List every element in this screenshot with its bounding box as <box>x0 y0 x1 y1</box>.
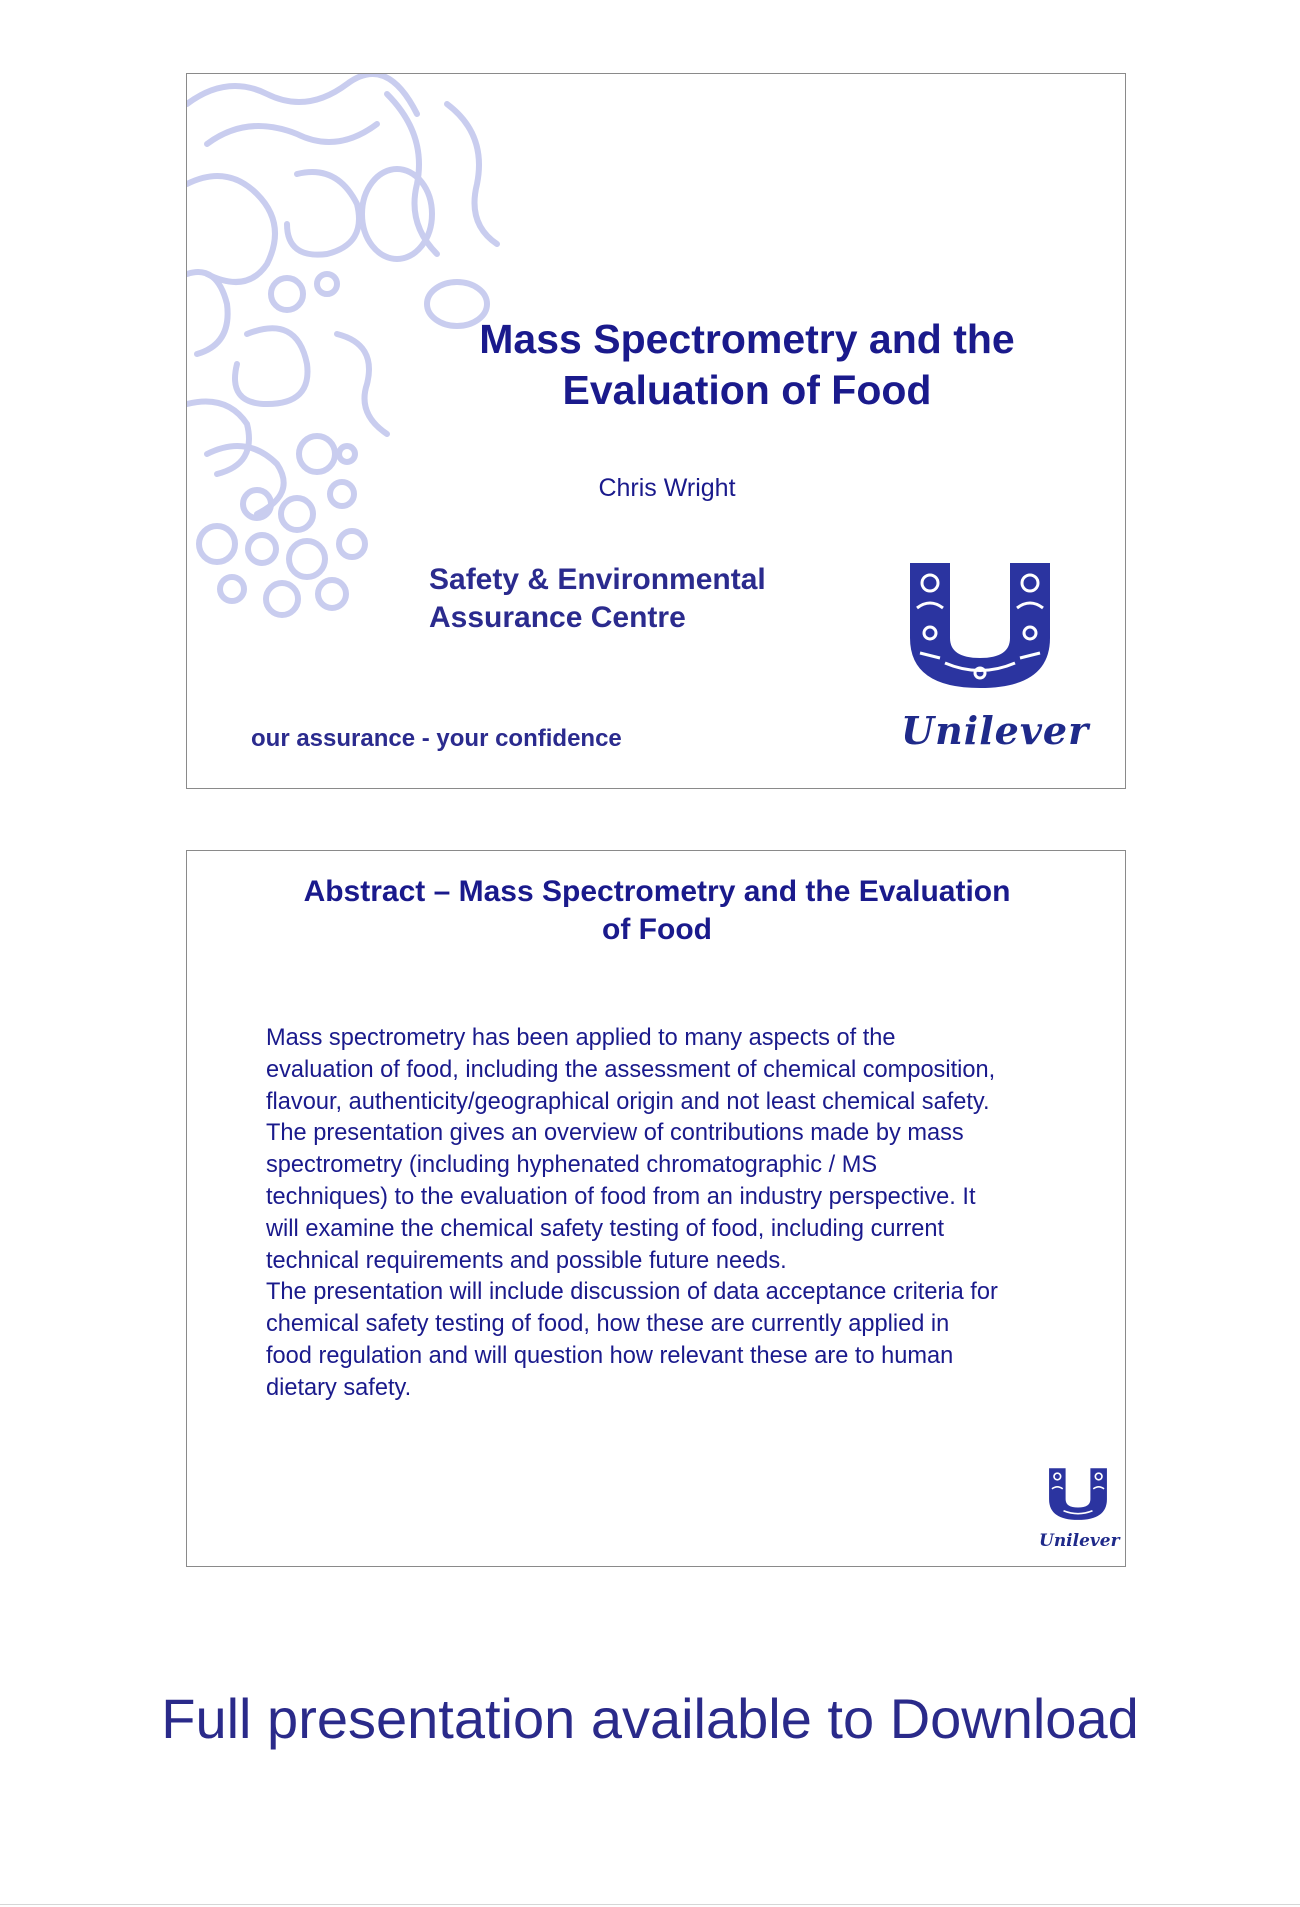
title-slide <box>186 73 1126 789</box>
unilever-logo-small-icon <box>1047 1461 1109 1525</box>
abstract-title-line-2: of Food <box>602 913 712 946</box>
unilever-wordmark-small: Unilever <box>1039 1531 1120 1551</box>
abstract-line: The presentation gives an overview of contributions made by mass <box>266 1120 964 1147</box>
slide-title-line-1: Mass Spectrometry and the <box>479 316 1015 362</box>
abstract-line: technical requirements and possible future needs. <box>266 1247 787 1274</box>
abstract-line: food regulation and will question how relevant these are to human <box>266 1342 954 1369</box>
abstract-line: will examine the chemical safety testing of food, including current <box>266 1215 945 1242</box>
abstract-line: dietary safety. <box>266 1374 412 1401</box>
abstract-body <box>266 1023 1096 1405</box>
abstract-line: flavour, authenticity/geographical origin and not least chemical safety. <box>266 1088 990 1115</box>
author-name: Chris Wright <box>598 474 736 502</box>
abstract-line: spectrometry (including hyphenated chromatographic / MS <box>266 1152 878 1179</box>
abstract-title <box>247 873 1067 949</box>
abstract-line: techniques) to the evaluation of food from an industry perspective. It <box>266 1183 976 1210</box>
unilever-wordmark: Unilever <box>901 708 1090 753</box>
abstract-slide <box>186 850 1126 1567</box>
unilever-logo-icon <box>905 558 1055 688</box>
download-notice[interactable]: Full presentation available to Download <box>161 1687 1139 1750</box>
centre-name-line-1: Safety & Environmental <box>429 563 766 596</box>
abstract-title-line-1: Abstract – Mass Spectrometry and the Evaluation <box>303 875 1011 908</box>
bottom-divider <box>0 1904 1300 1905</box>
slide-title <box>447 314 1047 416</box>
centre-name-line-2: Assurance Centre <box>429 601 686 634</box>
centre-name <box>429 561 766 637</box>
tagline: our assurance - your confidence <box>251 725 622 752</box>
abstract-line: evaluation of food, including the assessment of chemical composition, <box>266 1056 996 1083</box>
abstract-line: Mass spectrometry has been applied to many aspects of the <box>266 1025 896 1051</box>
slide-title-line-2: Evaluation of Food <box>562 367 932 413</box>
abstract-line: The presentation will include discussion of data acceptance criteria for <box>266 1279 998 1306</box>
abstract-line: chemical safety testing of food, how these are currently applied in <box>266 1311 950 1338</box>
